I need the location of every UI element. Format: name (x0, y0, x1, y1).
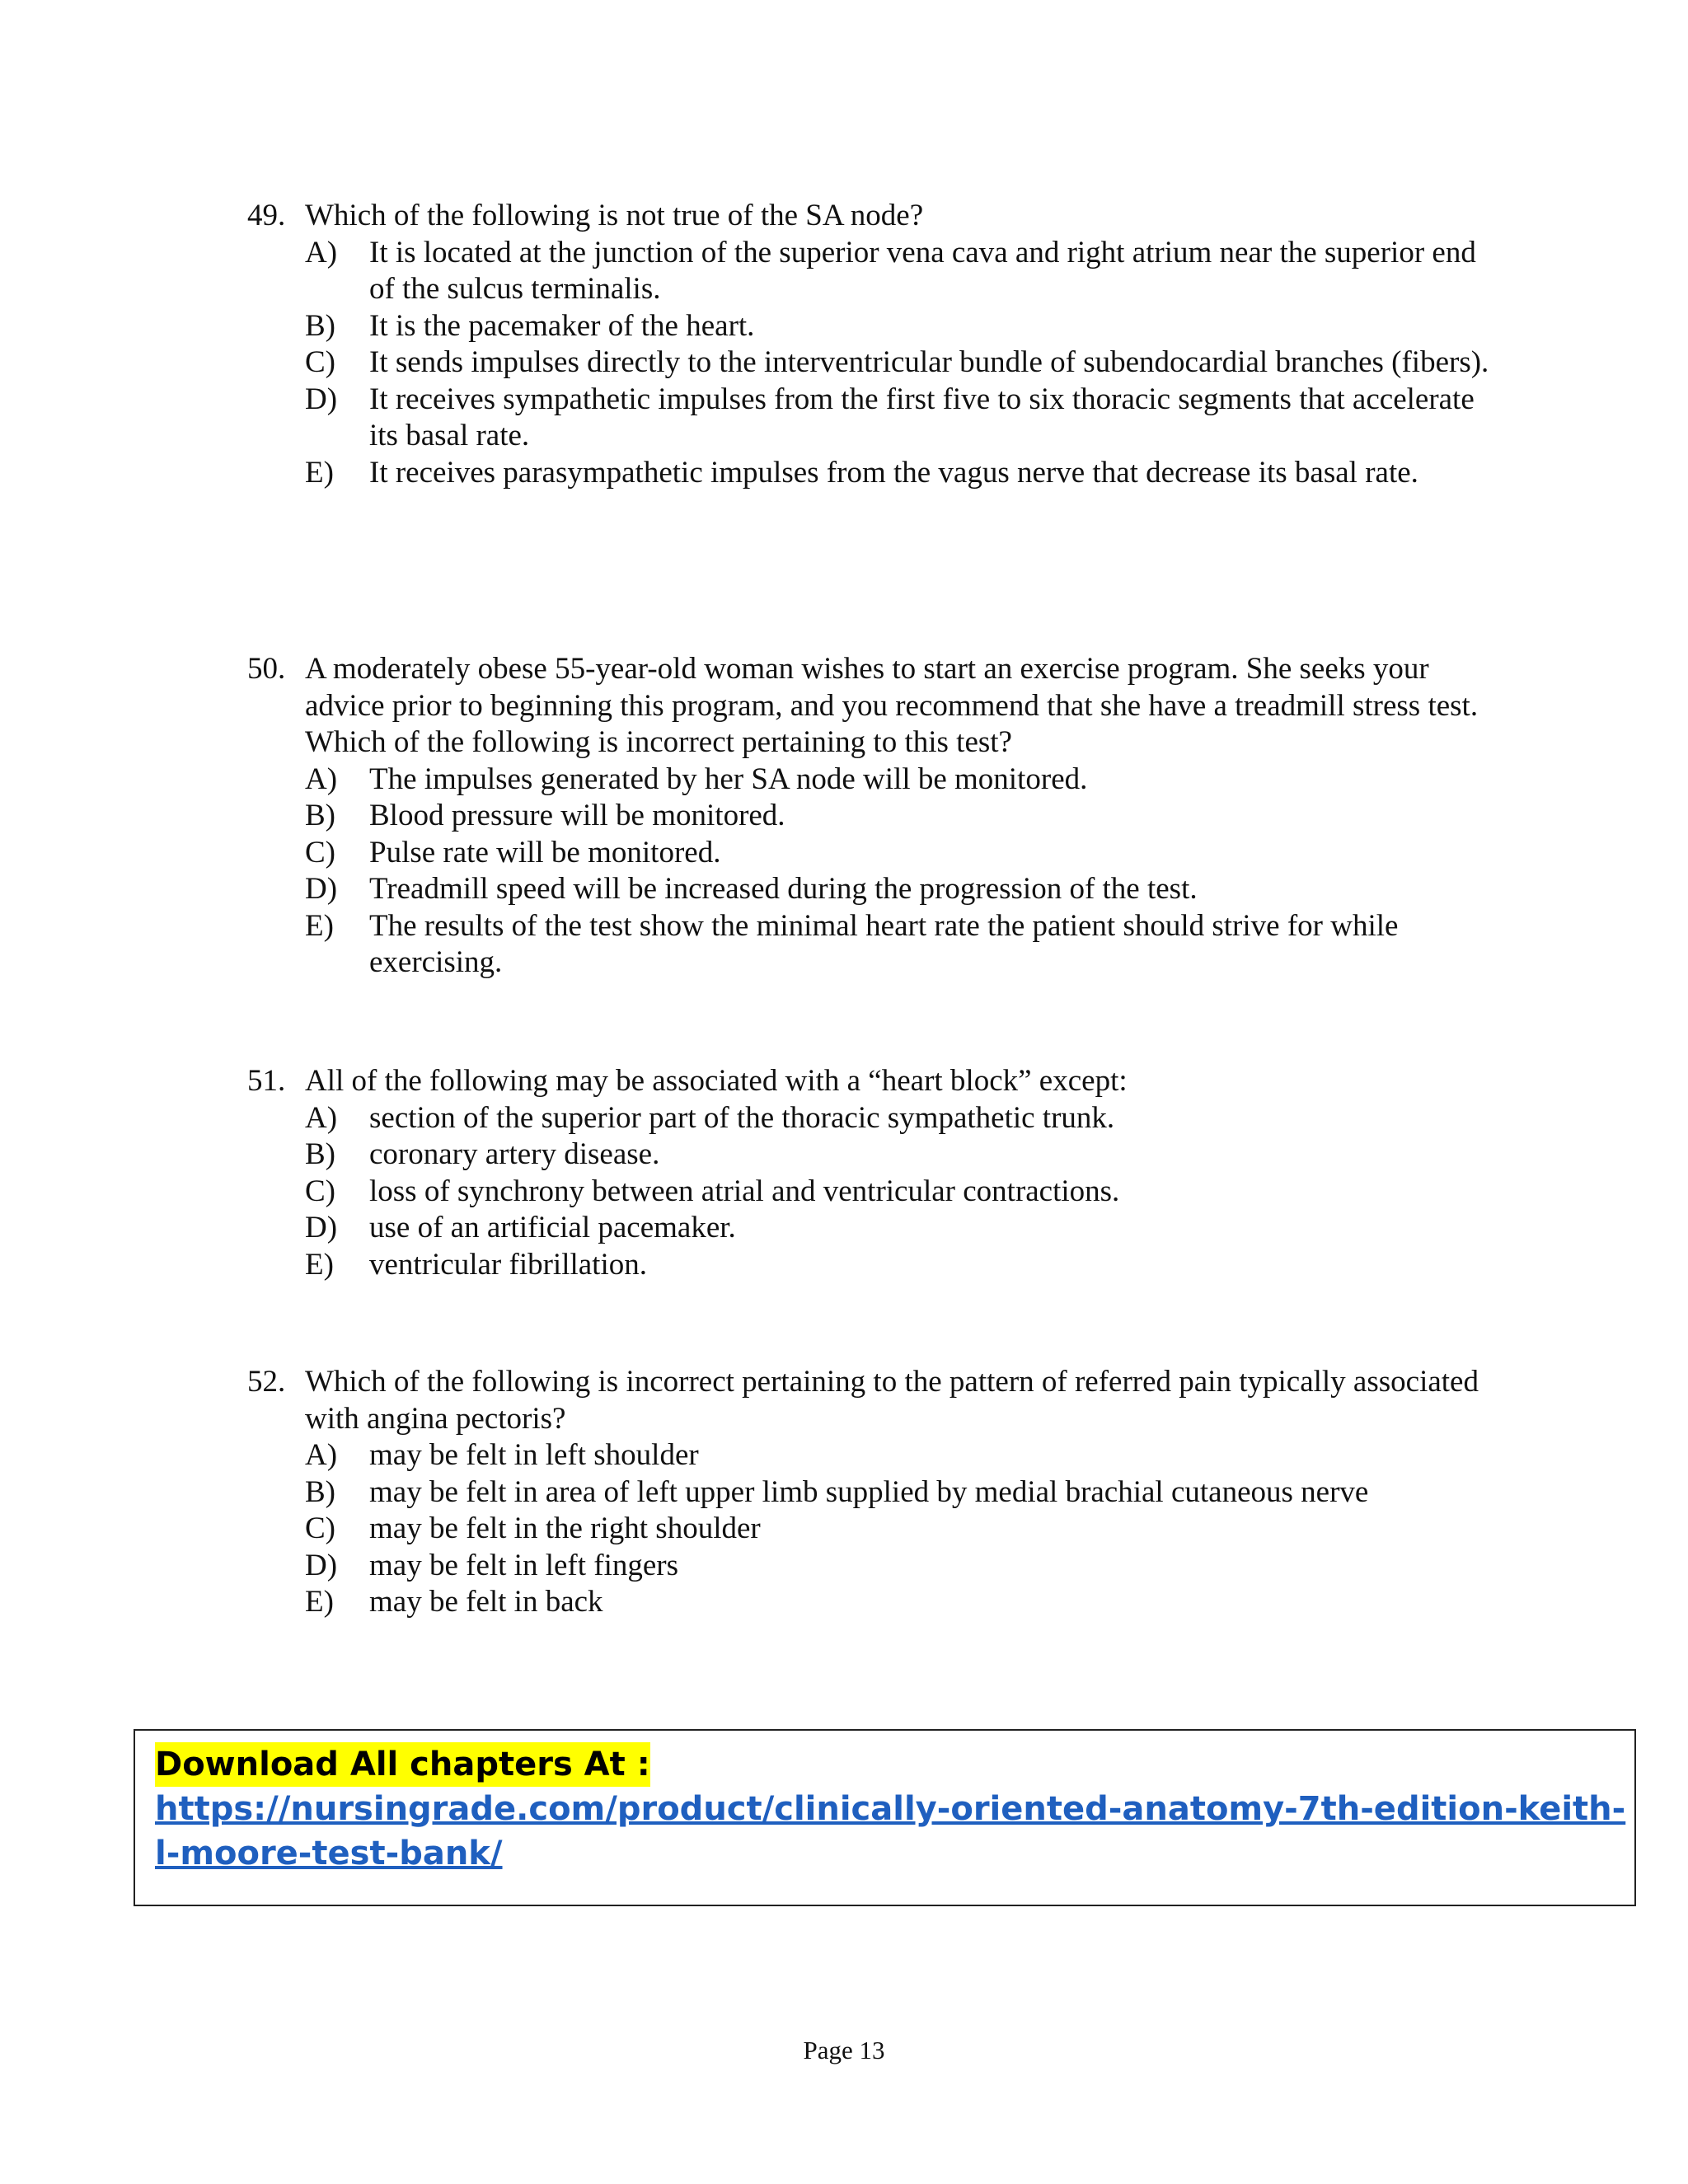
answer-option-c (305, 344, 1500, 382)
option-text: section of the superior part of the thoracic sympathetic trunk. (369, 1100, 1115, 1135)
option-letter: D) (305, 382, 338, 416)
question-number: 51. (247, 1064, 286, 1098)
option-letter: C) (305, 345, 335, 379)
download-link[interactable]: https://nursingrade.com/product/clinically-oriented-anatomy-7th-edition-keith-l-moore-test-bank/ (155, 1790, 1626, 1872)
option-letter: D) (305, 872, 338, 906)
question-text: Which of the following is not true of the SA node? (305, 199, 924, 232)
option-text: loss of synchrony between atrial and ventricular contractions. (369, 1174, 1120, 1208)
option-text: may be felt in back (369, 1585, 603, 1619)
option-letter: B) (305, 1137, 335, 1171)
answer-option-d (305, 1548, 1500, 1585)
option-text: may be felt in left fingers (369, 1548, 679, 1582)
option-letter: D) (305, 1548, 338, 1582)
answer-option-a (305, 1437, 1500, 1474)
answer-option-e (305, 1584, 1500, 1621)
question-text: All of the following may be associated with a “heart block” except: (305, 1064, 1128, 1098)
question-50 (247, 651, 1500, 982)
answer-option-b (305, 1137, 1500, 1174)
option-text: may be felt in left shoulder (369, 1438, 699, 1472)
download-label: Download All chapters At : (155, 1742, 650, 1787)
answer-option-e (305, 455, 1500, 492)
option-letter: E) (305, 908, 334, 943)
option-text: It sends impulses directly to the interventricular bundle of subendocardial branches (fibers). (369, 345, 1489, 379)
answer-option-a (305, 235, 1500, 308)
answer-option-d (305, 382, 1500, 455)
answer-option-a (305, 1100, 1500, 1137)
option-text: ventricular fibrillation. (369, 1247, 647, 1282)
option-letter: C) (305, 835, 335, 869)
question-text: Which of the following is incorrect pertaining to the pattern of referred pain typically associated with angina pectoris? (305, 1365, 1479, 1436)
option-letter: E) (305, 1585, 334, 1619)
option-text: It is located at the junction of the superior vena cava and right atrium near the superior end of the sulcus terminalis. (369, 235, 1476, 306)
option-text: use of an artificial pacemaker. (369, 1211, 736, 1244)
option-text: may be felt in area of left upper limb supplied by medial brachial cutaneous nerve (369, 1474, 1369, 1509)
answer-option-d (305, 1210, 1500, 1247)
answer-option-c (305, 1511, 1500, 1548)
answer-option-b (305, 798, 1500, 835)
answer-option-d (305, 871, 1500, 908)
question-49 (247, 198, 1500, 491)
option-letter: A) (305, 1438, 338, 1472)
answer-option-c (305, 1174, 1500, 1211)
answer-options (305, 762, 1500, 982)
option-letter: A) (305, 1100, 338, 1135)
answer-option-b (305, 308, 1500, 345)
option-text: The results of the test show the minimal heart rate the patient should strive for while exercising. (369, 908, 1399, 979)
answer-options (305, 1437, 1500, 1621)
answer-option-e (305, 1247, 1500, 1284)
option-text: coronary artery disease. (369, 1137, 660, 1171)
answer-option-a (305, 762, 1500, 799)
option-letter: A) (305, 762, 338, 796)
answer-option-b (305, 1474, 1500, 1511)
question-number: 49. (247, 199, 286, 232)
page-number: Page 13 (803, 2036, 885, 2064)
download-box (134, 1729, 1636, 1906)
answer-options (305, 1100, 1500, 1284)
option-letter: D) (305, 1211, 338, 1244)
option-letter: A) (305, 235, 338, 269)
answer-option-c (305, 835, 1500, 872)
option-text: It receives sympathetic impulses from the first five to six thoracic segments that accelerate its basal rate. (369, 382, 1475, 452)
option-text: Pulse rate will be monitored. (369, 835, 721, 869)
question-text: A moderately obese 55-year-old woman wishes to start an exercise program. She seeks your advice prior to beginning this program, and you recommend that she have a treadmill stress test. Which of the following is incorrect pertaining to this test? (305, 652, 1479, 759)
option-text: The impulses generated by her SA node will be monitored. (369, 762, 1088, 796)
option-letter: C) (305, 1174, 335, 1208)
option-letter: B) (305, 799, 335, 832)
question-52 (247, 1364, 1500, 1621)
option-letter: B) (305, 308, 335, 343)
option-text: Blood pressure will be monitored. (369, 799, 785, 832)
option-text: It is the pacemaker of the heart. (369, 308, 755, 343)
option-letter: E) (305, 1247, 334, 1282)
option-text: Treadmill speed will be increased during the progression of the test. (369, 872, 1198, 906)
question-51 (247, 1063, 1500, 1283)
option-letter: E) (305, 455, 334, 490)
question-number: 50. (247, 652, 286, 686)
option-letter: B) (305, 1474, 335, 1509)
option-text: It receives parasympathetic impulses from the vagus nerve that decrease its basal rate. (369, 455, 1418, 490)
option-text: may be felt in the right shoulder (369, 1511, 761, 1545)
answer-option-e (305, 908, 1500, 982)
answer-options (305, 235, 1500, 492)
option-letter: C) (305, 1511, 335, 1545)
question-number: 52. (247, 1365, 286, 1399)
